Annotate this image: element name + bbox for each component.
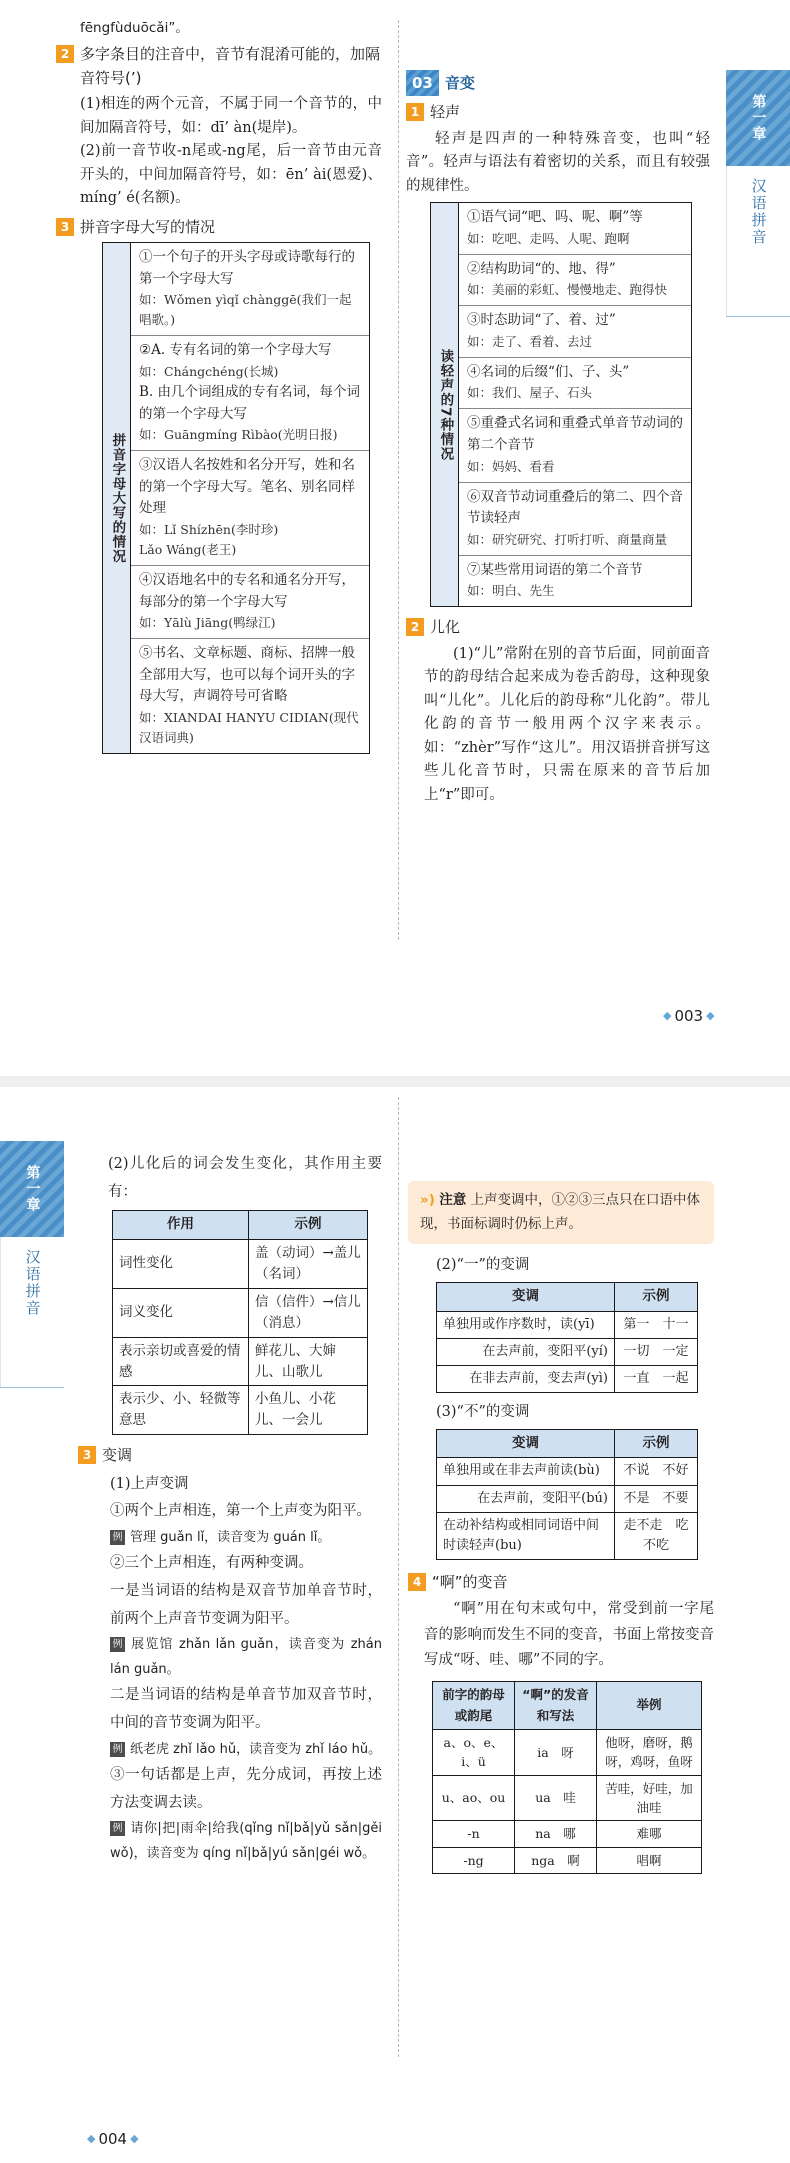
item-2-heading: 2 儿化	[406, 615, 710, 639]
page-003	[0, 0, 790, 1076]
subheading: (1)上声变调	[110, 1475, 189, 1492]
right-column	[408, 1181, 714, 1874]
table-header: 示例	[615, 1282, 698, 1311]
chapter-title: 汉语拼音	[23, 1249, 42, 1317]
table-row: 在非去声前，变去声(yì) 一直 一起	[437, 1365, 698, 1392]
item-number: 3	[56, 218, 74, 236]
table-header: 作用	[113, 1211, 249, 1240]
item-number: 4	[408, 1573, 426, 1591]
item-4-heading: 4 “啊”的变音	[408, 1570, 714, 1594]
item-2-heading: 2 多字条目的注音中，音节有混淆可能的，加隔音符号(’)	[80, 42, 382, 91]
paragraph: (2)前一音节收-n尾或-ng尾，后一音节由元音开头的，中间加隔音符号，如：ēn’ ài(恩爱)、míng’ é(名额)。	[80, 143, 382, 207]
table-row: a、o、e、i、ü ia 呀 他呀，磨呀，鹅呀，鸡呀，鱼呀	[433, 1729, 702, 1775]
table-row: -n na 哪 难哪	[433, 1821, 702, 1847]
example-icon: 例	[110, 1637, 125, 1652]
page-gap	[0, 1076, 790, 1087]
box-cell: ②A. 专有名词的第一个字母大写 如：Chángchéng(长城) B. 由几个词组成的专有名词，每个词的第一个字母大写 如：Guāngmíng Rìbào(光明日报)	[131, 336, 369, 451]
item-number: 2	[406, 618, 424, 636]
box-cell: ⑤重叠式名词和重叠式单音节动词的第二个音节 如：妈妈、看看	[459, 409, 691, 482]
box-cell: ④名词的后缀“们、子、头” 如：我们、屋子、石头	[459, 358, 691, 410]
chapter-title: 汉语拼音	[749, 178, 768, 246]
box-cell: ③汉语人名按姓和名分开写，姓和名的第一个字母大写。笔名、别名同样处理 如：Lǐ Shízhēn(李时珍) Lǎo Wáng(老王)	[131, 451, 369, 566]
yi-table	[436, 1282, 698, 1393]
column-divider	[398, 20, 399, 940]
table-row: 词性变化 盖（动词）→盖儿（名词）	[113, 1239, 368, 1288]
section-number: 03	[406, 70, 439, 96]
example-icon: 例	[110, 1821, 125, 1836]
table-row: 在去声前，变阳平(bú) 不是 不要	[437, 1485, 698, 1512]
page-number: ◆ 004 ◆	[87, 2130, 139, 2148]
item-number: 2	[56, 45, 74, 63]
table-row: 单独用或作序数时，读(yī) 第一 十一	[437, 1311, 698, 1338]
rule: ②三个上声相连，有两种变调。	[110, 1555, 313, 1572]
chapter-label: 第一章	[750, 94, 767, 142]
table-row: -ng nga 啊 唱啊	[433, 1847, 702, 1873]
rule: 一是当词语的结构是双音节加单音节时，前两个上声音节变调为阳平。	[110, 1582, 382, 1627]
box-cell: ⑥双音节动词重叠后的第二、四个音节读轻声 如：研究研究、打听打听、商量商量	[459, 483, 691, 556]
erhua-table	[112, 1210, 368, 1435]
table-row: u、ao、ou ua 哇 苦哇，好哇，加油哇	[433, 1775, 702, 1821]
chapter-tab	[0, 1141, 64, 1388]
table-row: 表示少、小、轻微等意思 小鱼儿、小花儿、一会儿	[113, 1386, 368, 1435]
note-icon: »)	[420, 1192, 435, 1208]
qingsheng-box	[430, 202, 692, 607]
paragraph: (1)相连的两个元音，不属于同一个音节的，中间加隔音符号，如：dī’ àn(堤岸)。	[80, 96, 382, 136]
box-cell: ④汉语地名中的专名和通名分开写，每部分的第一个字母大写 如：Yālù Jiāng(鸭绿江)	[131, 566, 369, 639]
right-column	[406, 70, 710, 807]
rule: 二是当词语的结构是单音节加双音节时，中间的音节变调为阳平。	[110, 1687, 382, 1731]
table-row: 词义变化 信（信件）→信儿（消息）	[113, 1288, 368, 1337]
table-header: 举例	[597, 1682, 702, 1730]
continued-line: fēngfùduōcǎi”。	[80, 20, 189, 36]
table-header: 变调	[437, 1429, 615, 1458]
table-header: 前字的韵母或韵尾	[433, 1682, 515, 1730]
subheading: (2)“一”的变调	[436, 1257, 530, 1274]
table-header: 示例	[249, 1211, 368, 1240]
box-label: 拼音字母大写的情况	[103, 243, 131, 753]
box-cell: ①语气词“吧、吗、呢、啊”等 如：吃吧、走吗、人呢、跑啊	[459, 203, 691, 255]
bu-table	[436, 1429, 698, 1560]
example: 例 请你|把|雨伞|给我(qǐng nǐ|bǎ|yǔ sǎn|gěi wǒ)，读音变为 qíng nǐ|bǎ|yú sǎn|géi wǒ。	[110, 1821, 382, 1861]
page-004	[0, 1087, 790, 2163]
item-3-heading: 3 拼音字母大写的情况	[80, 215, 382, 239]
rule: ①两个上声相连，第一个上声变为阳平。	[110, 1503, 371, 1520]
table-row: 在动补结构或相同词语中间时读轻声(bu) 走不走 吃不吃	[437, 1512, 698, 1559]
table-header: “啊”的发音和写法	[515, 1682, 597, 1730]
section-title: 音变	[444, 74, 475, 92]
box-cell: ⑦某些常用词语的第二个音节 如：明白、先生	[467, 561, 643, 599]
paragraph: 轻声是四声的一种特殊音变，也叫“轻音”。轻声与语法有着密切的关系，而且有较强的规律性。	[406, 130, 710, 194]
subheading: (3)“不”的变调	[436, 1404, 530, 1421]
note-key: 注意	[439, 1192, 467, 1208]
note-box	[408, 1181, 714, 1244]
box-label: 读轻声的7种情况	[431, 203, 459, 606]
box-cell: ①一个句子的开头字母或诗歌每行的第一个字母大写 如：Wǒmen yìqǐ chànggē(我们一起唱歌。)	[131, 243, 369, 336]
table-row: 在去声前，变阳平(yí) 一切 一定	[437, 1338, 698, 1365]
note-text: 上声变调中，①②③三点只在口语中体现，书面标调时仍标上声。	[420, 1192, 700, 1232]
a-table	[432, 1681, 702, 1874]
paragraph: (1)“儿”常附在别的音节后面，同前面音节的韵母结合起来成为卷舌韵母，这种现象叫“儿化”。儿化后的韵母称“儿化韵”。带儿化韵的音节一般用两个汉字来表示。如：“zhèr”写作“这儿”。用汉语拼音拼写这些儿化音节时，只需在原来的音节后加上“r”即可。	[424, 645, 710, 803]
page-number: ◆ 003 ◆	[663, 1007, 715, 1025]
box-cell: ②结构助词“的、地、得” 如：美丽的彩虹、慢慢地走、跑得快	[459, 255, 691, 307]
box-cell: ③时态助词“了、着、过” 如：走了、看着、去过	[459, 306, 691, 358]
tone-sandhi-text	[100, 1471, 382, 1867]
capitalization-box	[102, 242, 370, 754]
table-header: 变调	[437, 1282, 615, 1311]
left-column	[60, 18, 382, 754]
item-3-heading: 3 变调	[100, 1443, 382, 1467]
item-number: 3	[78, 1446, 96, 1464]
box-cell: ⑤书名、文章标题、商标、招牌一般全部用大写，也可以每个词开头的字母大写，声调符号可省略 如：XIANDAI HANYU CIDIAN(现代汉语词典)	[139, 645, 359, 745]
chapter-tab	[726, 70, 790, 317]
paragraph: “啊”用在句末或句中，常受到前一字尾音的影响而发生不同的变音，书面上常按变音写成“呀、哇、哪”不同的字。	[424, 1601, 714, 1668]
table-row: 单独用或在非去声前读(bù) 不说 不好	[437, 1458, 698, 1485]
item-number: 1	[406, 103, 424, 121]
left-column	[82, 1151, 382, 1867]
section-header	[406, 70, 710, 96]
table-header: 示例	[615, 1429, 698, 1458]
chapter-label: 第一章	[24, 1165, 41, 1213]
paragraph: (2)儿化后的词会发生变化，其作用主要有：	[108, 1156, 382, 1200]
table-row: 表示亲切或喜爱的情感 鲜花儿、大婶儿、山歌儿	[113, 1337, 368, 1386]
example: 例 管理 guǎn lǐ，读音变为 guán lǐ。	[110, 1526, 382, 1551]
example: 例 纸老虎 zhǐ lǎo hǔ，读音变为 zhǐ láo hǔ。	[110, 1738, 382, 1763]
rule: ③一句话都是上声，先分成词，再按上述方法变调去读。	[110, 1767, 382, 1811]
example-icon: 例	[110, 1742, 125, 1757]
example: 例 展览馆 zhǎn lǎn guǎn，读音变为 zhán lán guǎn。	[110, 1637, 382, 1677]
column-divider	[398, 1097, 399, 2057]
example-icon: 例	[110, 1530, 125, 1545]
item-1-heading: 1 轻声	[406, 100, 710, 124]
